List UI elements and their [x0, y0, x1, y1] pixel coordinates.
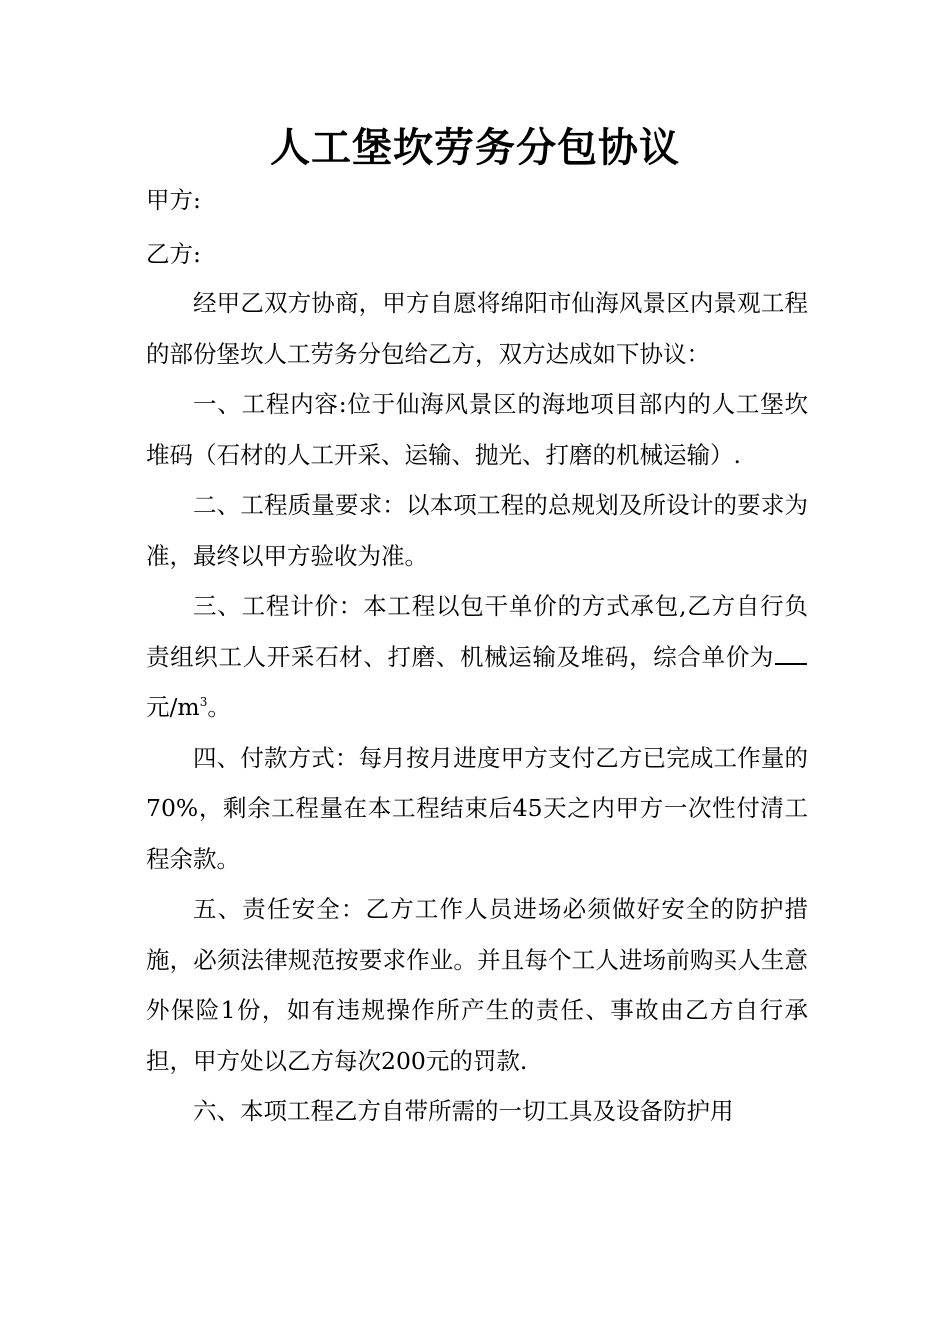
clause-3: [146, 581, 808, 733]
party-a-label: 甲方:: [146, 186, 201, 214]
clause-3-text: 三、工程计价：本工程以包干单价的方式承包,乙方自行负责组织工人开采石材、打磨、机械运输及堆码，综合单价为: [146, 592, 808, 671]
clause-3-unit-superscript: 3: [199, 695, 208, 710]
clause-2: 二、工程质量要求：以本项工程的总规划及所设计的要求为准，最终以甲方验收为准。: [146, 491, 808, 570]
clause-3-unit: 元/m: [146, 693, 200, 721]
clause-1: 一、工程内容:位于仙海风景区的海地项目部内的人工堡坎堆码（石材的人工开采、运输、抛光、打磨的机械运输）.: [146, 390, 808, 469]
clause-6: 六、本项工程乙方自带所需的一切工具及设备防护用: [193, 1097, 734, 1125]
document-title: 人工堡坎劳务分包协议: [270, 124, 680, 171]
clause-5: 五、责任安全：乙方工作人员进场必须做好安全的防护措施，必须法律规范按要求作业。并且每个工人进场前购买人生意外保险1份，如有违规操作所产生的责任、事故由乙方自行承担，甲方处以乙方每次200元的罚款.: [146, 895, 808, 1075]
party-b-label: 乙方:: [146, 240, 201, 268]
intro-paragraph: 经甲乙双方协商，甲方自愿将绵阳市仙海风景区内景观工程的部份堡坎人工劳务分包给乙方，双方达成如下协议：: [146, 289, 808, 368]
document-body: [146, 175, 808, 1137]
clause-4: 四、付款方式：每月按月进度甲方支付乙方已完成工作量的70%，剩余工程量在本工程结束后45天之内甲方一次性付清工程余款。: [146, 743, 808, 873]
clause-3-end: 。: [207, 693, 231, 721]
price-blank: [775, 639, 807, 665]
